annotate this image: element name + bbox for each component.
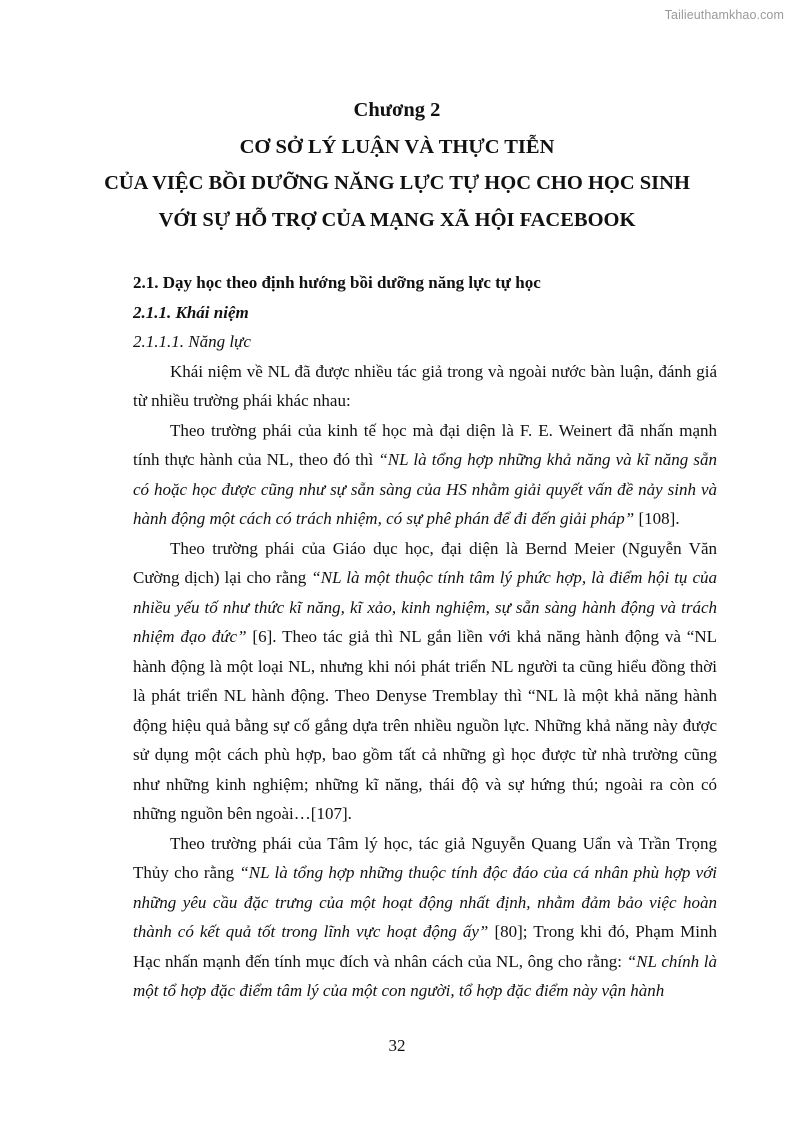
paragraph-3-continuation: [6]. Theo tác giả thì NL gắn liền với khả năng hành động và “NL hành động là một loại NL, nhưng khi nói phát triển NL người ta cũng hiểu đồng thời là phát triển NL hành động. Theo Denyse Tremblay thì “NL là một khả năng hành động hiệu quả bằng sự cố gắng dựa trên nhiều nguồn lực. Những khả năng này được sử dụng một cách phù hợp, bao gồm tất cả những gì học được từ nhà trường cũng như những kinh nghiệm; những kĩ năng, thái độ và sự hứng thú; ngoài ra còn có những nguồn bên ngoài…[107]. bbox=[133, 627, 717, 823]
paragraph-2-citation: [108]. bbox=[634, 509, 680, 528]
paragraph-1: Khái niệm về NL đã được nhiều tác giả trong và ngoài nước bàn luận, đánh giá từ nhiều trường phái khác nhau: bbox=[133, 361, 717, 410]
chapter-label: Chương 2 bbox=[353, 99, 441, 121]
section-heading-2-1-1: 2.1.1. Khái niệm bbox=[133, 302, 249, 322]
chapter-title-line-1: CƠ SỞ LÝ LUẬN VÀ THỰC TIỄN bbox=[239, 135, 555, 158]
page-number: 32 bbox=[388, 1036, 406, 1055]
paragraph-3-quote: “NL là một thuộc tính tâm lý phức hợp, là điểm hội tụ của nhiều yếu tố như thức kĩ năng, kĩ xảo, kinh nghiệm, sự sẵn sàng hành động và trách nhiệm đạo đức” bbox=[133, 568, 717, 646]
section-heading-2-1-1-1: 2.1.1.1. Năng lực bbox=[133, 332, 251, 351]
paragraph-4-quote: “NL là tổng hợp những thuộc tính độc đáo của cá nhân phù hợp với những yêu cầu đặc trưng của một hoạt động nhất định, nhằm đảm bảo việc hoàn thành có kết quả tốt trong lĩnh vực hoạt động ấy” bbox=[133, 863, 718, 941]
paragraph-4-continuation: [80]; Trong khi đó, Phạm Minh Hạc nhấn mạnh đến tính mục đích và nhân cách của NL, ông cho rằng: bbox=[133, 922, 717, 971]
paragraph-4 bbox=[133, 829, 717, 1006]
paragraph-2-quote: “NL là tổng hợp những khả năng và kĩ năng sẵn có hoặc học được cũng như sự sẵn sàng của HS nhằm giải quyết vấn đề nảy sinh và hành động một cách có trách nhiệm, có sự phê phán để đi đến giải pháp” bbox=[133, 450, 717, 528]
paragraph-4-text: Theo trường phái của Tâm lý học, tác giả Nguyễn Quang Uẩn và Trần Trọng Thủy cho rằng bbox=[133, 833, 717, 882]
chapter-heading bbox=[0, 92, 794, 238]
paragraph-3-text: Theo trường phái của Giáo dục học, đại diện là Bernd Meier (Nguyễn Văn Cường dịch) lại cho rằng bbox=[133, 538, 717, 587]
chapter-title-line-2: CỦA VIỆC BỒI DƯỠNG NĂNG LỰC TỰ HỌC CHO HỌC SINH bbox=[104, 172, 690, 194]
section-heading-2-1: 2.1. Dạy học theo định hướng bồi dưỡng năng lực tự học bbox=[133, 273, 541, 292]
paragraph-2-text: Theo trường phái của kinh tế học mà đại diện là F. E. Weinert đã nhấn mạnh tính thực hành của NL, theo đó thì bbox=[133, 420, 717, 469]
paragraph-2 bbox=[133, 416, 717, 534]
paragraph-4-quote-2: “NL chính là một tổ hợp đặc điểm tâm lý của một con người, tổ hợp đặc điểm này vận hành bbox=[133, 951, 717, 1000]
watermark-text: Tailieuthamkhao.com bbox=[664, 8, 784, 22]
body-content bbox=[133, 268, 717, 1006]
chapter-title-line-3: VỚI SỰ HỖ TRỢ CỦA MẠNG XÃ HỘI FACEBOOK bbox=[158, 208, 636, 231]
paragraph-3 bbox=[133, 534, 717, 829]
